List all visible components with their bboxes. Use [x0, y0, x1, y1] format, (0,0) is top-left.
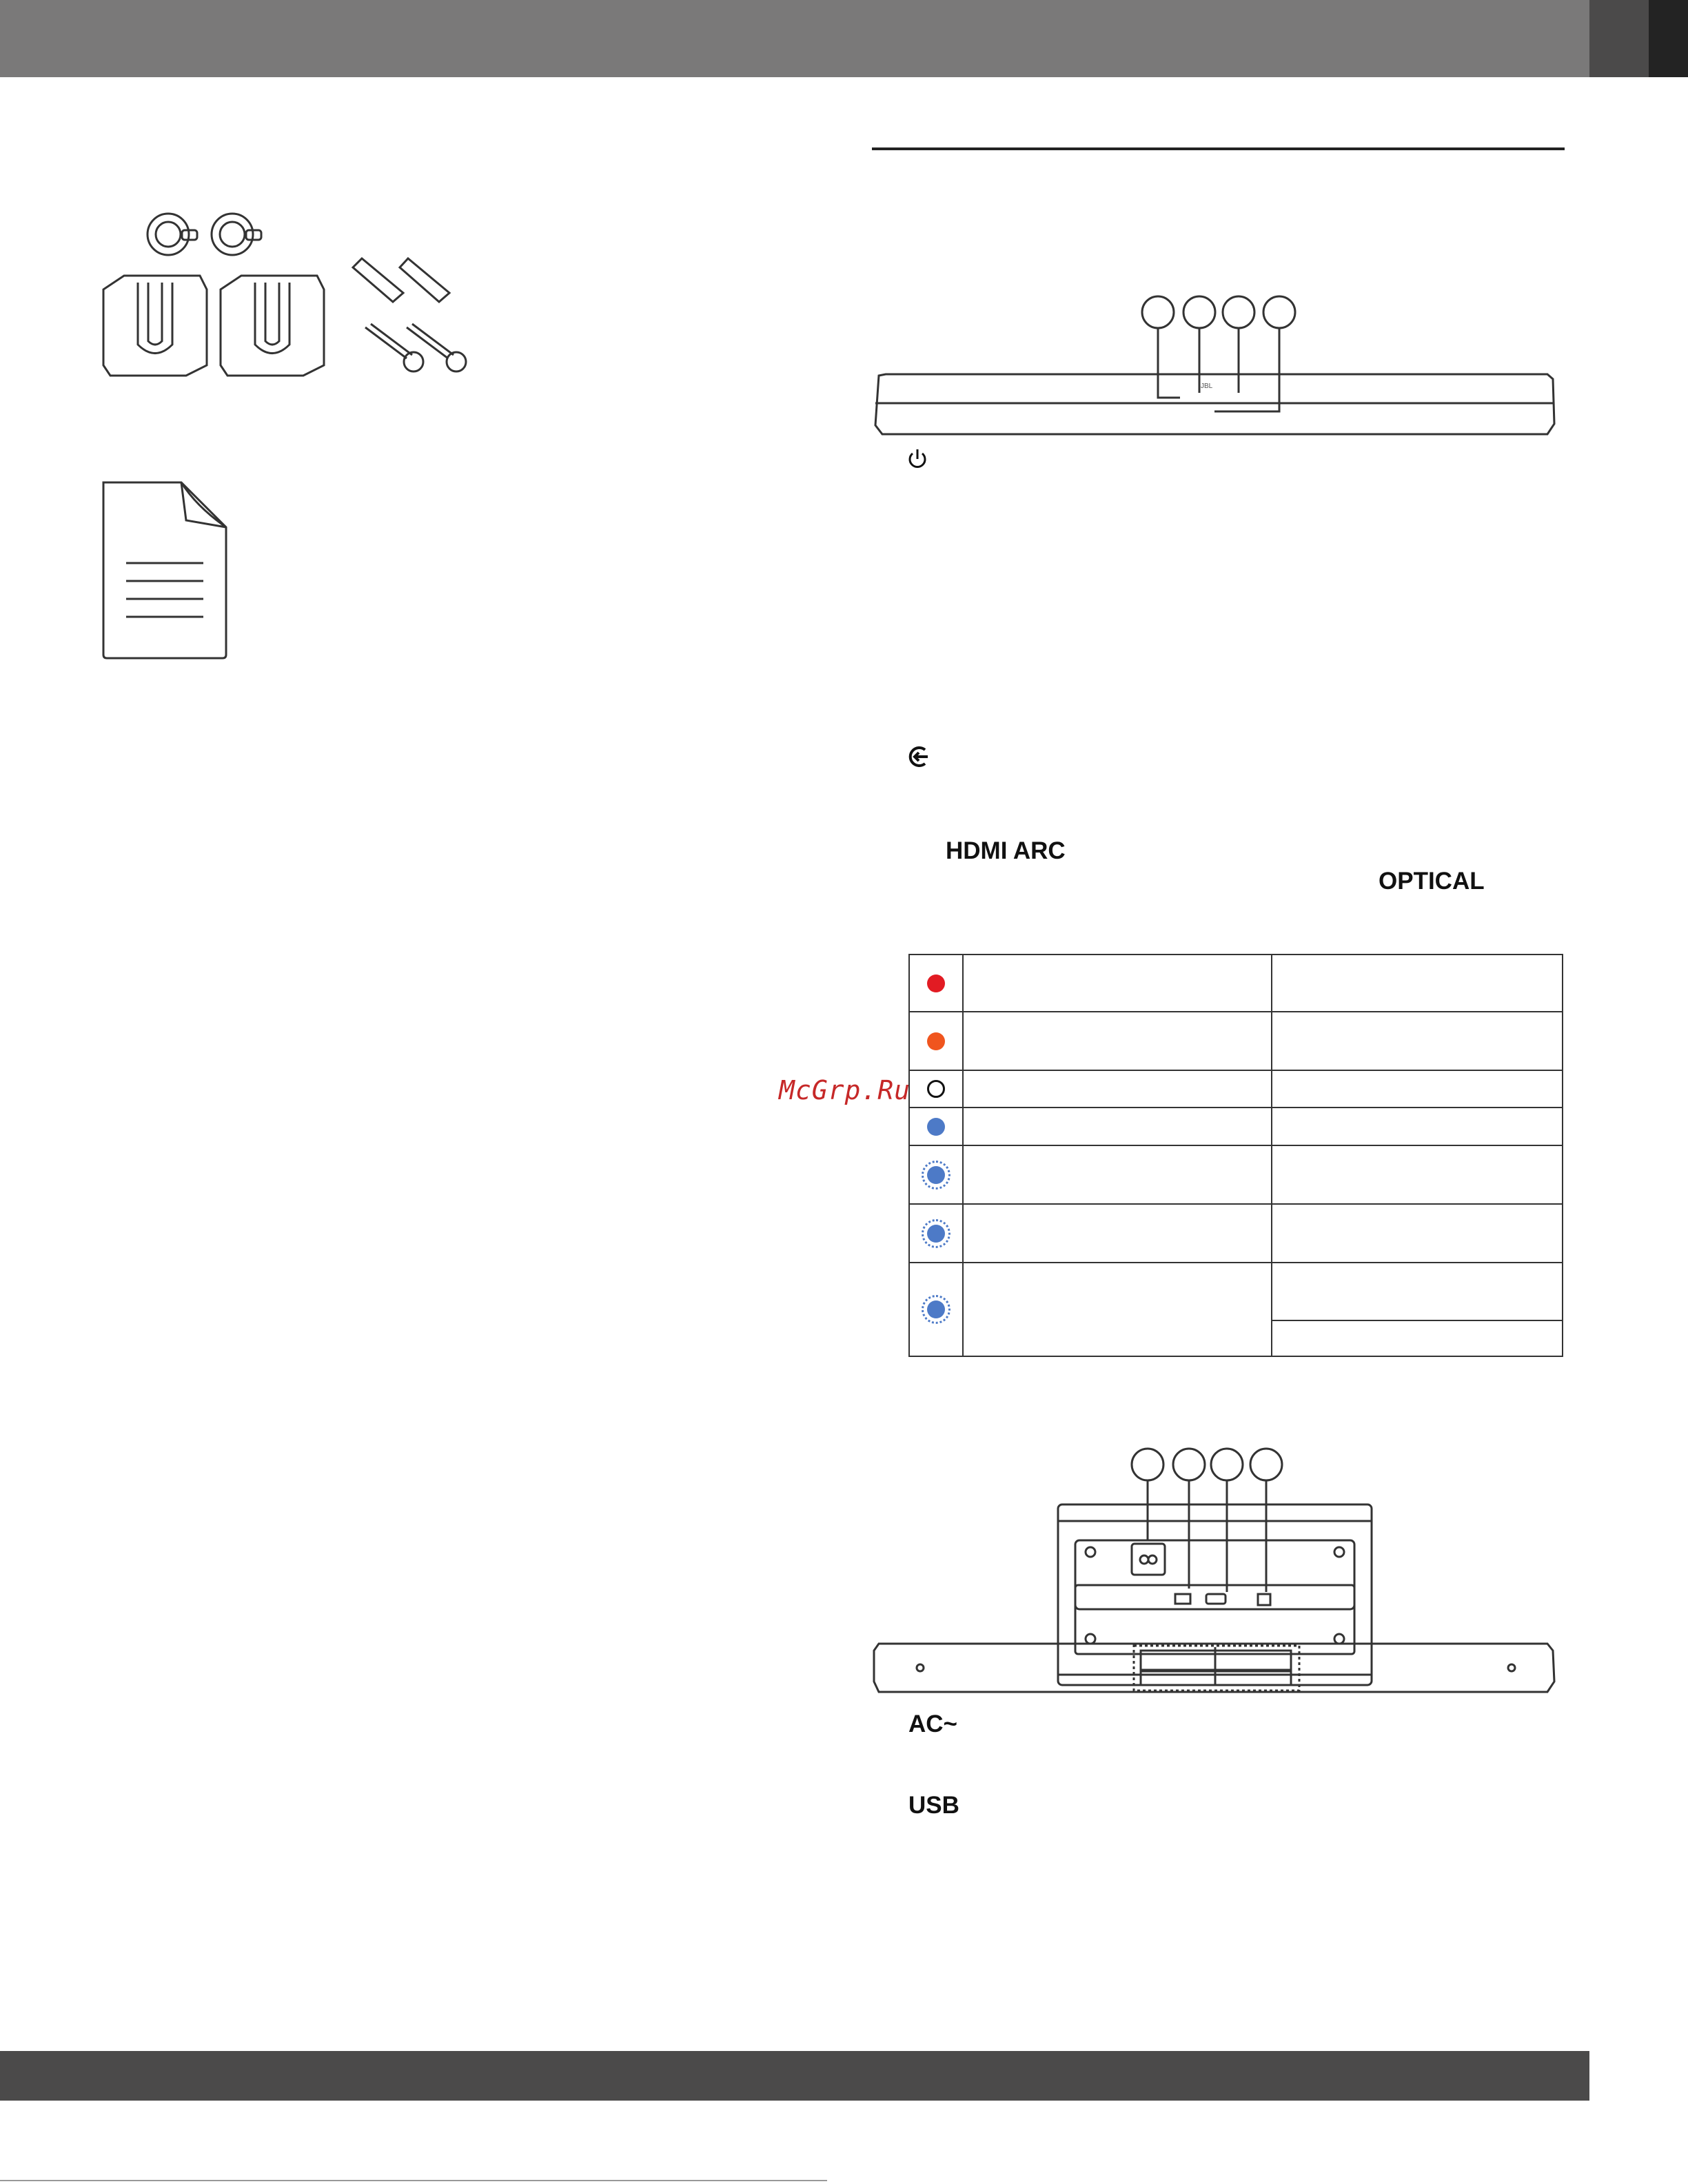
- usb-label: USB: [908, 1792, 959, 1819]
- table-row: [909, 1070, 1563, 1108]
- table-row: [909, 1263, 1563, 1320]
- led-red-icon: [927, 974, 945, 992]
- header-tab-dark: [1589, 0, 1649, 77]
- led-blue-blink-slow-icon: [927, 1225, 945, 1243]
- led-blue-blink-fast-icon: [927, 1166, 945, 1184]
- wall-mount-kit-illustration: [96, 207, 482, 386]
- ac-label: AC~: [908, 1711, 957, 1737]
- table-row: [909, 1012, 1563, 1070]
- hdmi-arc-label: HDMI ARC: [946, 837, 1066, 864]
- soundbar-top-view: [868, 293, 1561, 445]
- header-band: [0, 0, 1688, 77]
- led-blue-icon: [927, 1118, 945, 1136]
- watermark: McGrp.Ru: [779, 1075, 911, 1105]
- source-icon: [907, 744, 932, 769]
- led-blue-blink-icon: [927, 1300, 945, 1318]
- power-icon: [906, 448, 928, 471]
- optical-label: OPTICAL: [1379, 868, 1485, 895]
- footer-rule: [0, 2180, 827, 2181]
- table-row: [909, 955, 1563, 1012]
- table-row: [909, 1145, 1563, 1204]
- led-white-icon: [927, 1080, 945, 1098]
- led-status-table: [908, 954, 1563, 1357]
- svg-text:JBL: JBL: [1201, 382, 1213, 390]
- table-row: [909, 1108, 1563, 1145]
- section-rule: [872, 147, 1565, 150]
- soundbar-rear-view: [868, 1444, 1561, 1699]
- footer-band: [0, 2051, 1589, 2101]
- document-illustration: [100, 479, 231, 662]
- led-orange-icon: [927, 1032, 945, 1050]
- header-tab-black: [1649, 0, 1688, 77]
- table-row: [909, 1204, 1563, 1263]
